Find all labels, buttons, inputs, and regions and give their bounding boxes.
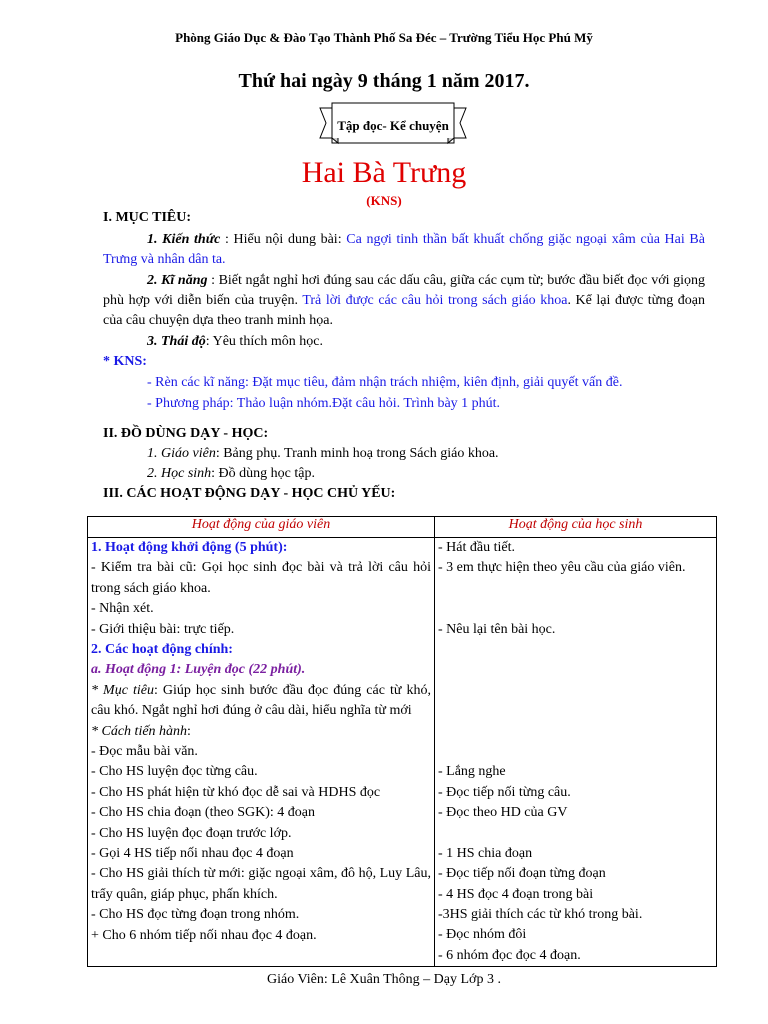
list-item: - Nêu lại tên bài học. xyxy=(438,621,556,637)
teacher-column-header: Hoạt động của giáo viên xyxy=(88,517,435,538)
list-item: - Đọc tiếp nối từng câu. xyxy=(438,784,571,800)
materials-teacher xyxy=(147,444,499,464)
activity-warmup-heading: 1. Hoạt động khởi động (5 phút): xyxy=(91,540,288,555)
skills-tail: . Kể lại được từng đoạn của câu chuyện dựa theo tranh minh họa. xyxy=(103,293,706,328)
list-item: + Cho 6 nhóm tiếp nối nhau đọc 4 đoạn. xyxy=(91,927,317,943)
objective-label: * Mục tiêu xyxy=(91,682,154,698)
section-activities-heading: III. CÁC HOẠT ĐỘNG DẠY - HỌC CHỦ YẾU: xyxy=(103,486,396,501)
knowledge-label: 1. Kiến thức xyxy=(147,232,221,247)
list-item: - Cho HS chia đoạn (theo SGK): 4 đoạn xyxy=(91,805,315,821)
materials-teacher-text: : Bảng phụ. Tranh minh hoạ trong Sách giáo khoa. xyxy=(215,446,499,461)
skills-label: 2. Kĩ năng xyxy=(147,273,208,288)
table-header-row xyxy=(88,517,717,538)
lesson-title: Hai Bà Trưng xyxy=(301,156,467,189)
list-item: - Đọc theo HD của GV xyxy=(438,805,568,821)
procedure-label: * Cách tiến hành xyxy=(91,723,188,739)
list-item: - Cho HS luyện đọc từng câu. xyxy=(91,764,258,780)
list-item: - Đọc nhóm đôi xyxy=(438,927,527,943)
objective-skills xyxy=(103,271,705,331)
kns-heading: * KNS: xyxy=(103,354,147,369)
list-item: - Lắng nghe xyxy=(438,764,506,780)
student-column-header: Hoạt động của học sinh xyxy=(435,517,717,538)
knowledge-text: : Hiểu nội dung bài: xyxy=(220,232,347,247)
materials-student xyxy=(147,464,315,484)
list-item: - Cho HS luyện đọc đoạn trước lớp. xyxy=(91,825,292,841)
list-item: -3HS giải thích các từ khó trong bài. xyxy=(438,907,643,923)
list-item: - Cho HS giải thích từ mới: giặc ngoại xâm, đô hộ, Luy Lâu, trẩy quân, giáp phục, phấn khích. xyxy=(91,866,431,902)
procedure-item xyxy=(91,722,431,742)
list-item: - Hát đầu tiết. xyxy=(438,540,515,555)
teacher-activities-cell xyxy=(88,538,435,967)
list-item: - Gọi 4 HS tiếp nối nhau đọc 4 đoạn xyxy=(91,845,294,861)
list-item: - Đọc tiếp nối đoạn từng đoạn xyxy=(438,866,606,882)
list-item: - Kiểm tra bài cũ: Gọi học sinh đọc bài và trả lời câu hỏi trong sách giáo khoa. xyxy=(91,560,431,596)
objective-text: : Giúp học sinh bước đầu đọc đúng các từ khó, câu khó. Ngắt nghỉ hơi đúng ở câu dài, hiểu nghĩa từ mới xyxy=(91,682,431,719)
lesson-type-label: Tập đọc- Kể chuyện xyxy=(337,118,449,133)
main-activities-heading: 2. Các hoạt động chính: xyxy=(91,641,233,657)
list-item: - 6 nhóm đọc đọc 4 đoạn. xyxy=(438,947,581,963)
list-item: - Cho HS phát hiện từ khó đọc dễ sai và HDHS đọc xyxy=(91,784,381,800)
document-header: Phòng Giáo Dục & Đào Tạo Thành Phố Sa Đéc – Trường Tiểu Học Phú Mỹ xyxy=(175,30,593,45)
list-item: - Đọc mẫu bài văn. xyxy=(91,743,198,759)
table-row xyxy=(88,538,717,967)
student-activities-cell xyxy=(435,538,717,967)
activities-table xyxy=(87,516,717,967)
list-item: - Giới thiệu bài: trực tiếp. xyxy=(91,621,235,637)
knowledge-highlight: Ca ngợi tinh thần bất khuất chống giặc ngoại xâm của Hai Bà Trưng và nhân dân ta. xyxy=(103,232,705,267)
list-item: - Nhận xét. xyxy=(91,601,154,617)
document-footer: Giáo Viên: Lê Xuân Thông – Dạy Lớp 3 . xyxy=(267,972,501,987)
skills-highlight: Trả lời được các câu hỏi trong sách giáo khoa xyxy=(302,293,568,308)
materials-student-label: 2. Học sinh xyxy=(147,466,212,481)
materials-teacher-label: 1. Giáo viên xyxy=(147,446,216,461)
section-materials-heading: II. ĐỒ DÙNG DẠY - HỌC: xyxy=(103,426,269,441)
objective-knowledge xyxy=(103,230,705,270)
activity-a-heading: a. Hoạt động 1: Luyện đọc (22 phút). xyxy=(91,662,306,678)
procedure-colon: : xyxy=(187,723,191,739)
objective-attitude xyxy=(147,332,323,352)
lesson-date: Thứ hai ngày 9 tháng 1 năm 2017. xyxy=(238,70,530,92)
lesson-subtitle: (KNS) xyxy=(366,193,402,208)
kns-item: - Rèn các kĩ năng: Đặt mục tiêu, đảm nhận trách nhiệm, kiên định, giải quyết vấn đề. xyxy=(147,375,623,390)
attitude-text: : Yêu thích môn học. xyxy=(205,334,324,349)
objective-item xyxy=(91,681,431,722)
list-item: - 4 HS đọc 4 đoạn trong bài xyxy=(438,886,594,902)
list-item: - 3 em thực hiện theo yêu cầu của giáo viên. xyxy=(438,560,686,576)
skills-text: : Biết ngắt nghỉ hơi đúng sau các dấu câu, giữa các cụm từ; bước đầu biết đọc với giọng phù hợp với diễn biến của truyện. xyxy=(103,273,705,308)
section-objectives-heading: I. MỤC TIÊU: xyxy=(103,210,192,225)
list-item: - 1 HS chia đoạn xyxy=(438,845,533,861)
list-item: - Cho HS đọc từng đoạn trong nhóm. xyxy=(91,907,300,923)
kns-item: - Phương pháp: Thảo luận nhóm.Đặt câu hỏi. Trình bày 1 phút. xyxy=(147,396,501,411)
materials-student-text: : Đồ dùng học tập. xyxy=(211,466,315,481)
attitude-label: 3. Thái độ xyxy=(147,334,206,349)
